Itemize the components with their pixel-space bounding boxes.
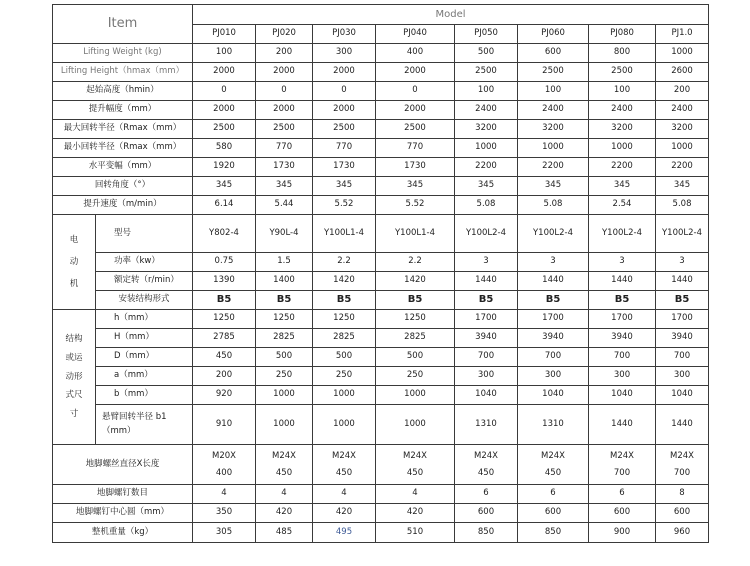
cell: 5.08 bbox=[455, 196, 518, 215]
cell: 1920 bbox=[193, 158, 256, 177]
cell: 100 bbox=[589, 82, 656, 101]
cell: M24X 450 bbox=[313, 445, 376, 485]
cell: 2600 bbox=[656, 63, 709, 82]
cell: 5.52 bbox=[313, 196, 376, 215]
cell: 420 bbox=[313, 504, 376, 523]
cell: 2200 bbox=[589, 158, 656, 177]
table-row bbox=[53, 253, 709, 272]
cell: 700 bbox=[656, 348, 709, 367]
cell: 960 bbox=[656, 523, 709, 543]
cell: 1000 bbox=[455, 139, 518, 158]
row-label: 悬臂回转半径 b1（mm） bbox=[96, 405, 193, 445]
cell: 5.08 bbox=[656, 196, 709, 215]
cell: 2.2 bbox=[313, 253, 376, 272]
cell: 0.75 bbox=[193, 253, 256, 272]
cell: 1420 bbox=[313, 272, 376, 291]
table-row bbox=[53, 272, 709, 291]
cell: 3940 bbox=[589, 329, 656, 348]
cell: 600 bbox=[518, 504, 589, 523]
cell: 2400 bbox=[455, 101, 518, 120]
cell: 1040 bbox=[589, 386, 656, 405]
cell: 250 bbox=[256, 367, 313, 386]
cell: 850 bbox=[455, 523, 518, 543]
cell: Y100L2-4 bbox=[589, 215, 656, 253]
cell: 1000 bbox=[376, 405, 455, 445]
cell: 1000 bbox=[313, 405, 376, 445]
cell: 2000 bbox=[256, 63, 313, 82]
cell: 910 bbox=[193, 405, 256, 445]
cell: Y100L1-4 bbox=[313, 215, 376, 253]
cell: 3200 bbox=[518, 120, 589, 139]
cell: Y100L2-4 bbox=[656, 215, 709, 253]
cell: 305 bbox=[193, 523, 256, 543]
cell: 2.2 bbox=[376, 253, 455, 272]
cell: 1000 bbox=[518, 139, 589, 158]
spec-table bbox=[52, 4, 709, 543]
cell: 1440 bbox=[518, 272, 589, 291]
cell: 400 bbox=[376, 44, 455, 63]
row-label: 最小回转半径（Rmax（mm） bbox=[53, 139, 193, 158]
cell: 1440 bbox=[589, 405, 656, 445]
row-label: 地脚螺钉中心圆（mm） bbox=[53, 504, 193, 523]
row-label: Lifting Weight (kg) bbox=[53, 44, 193, 63]
cell: 1730 bbox=[256, 158, 313, 177]
cell: M20X 400 bbox=[193, 445, 256, 485]
cell: 800 bbox=[589, 44, 656, 63]
model-name: PJ1.0 bbox=[656, 25, 709, 44]
model-header: Model bbox=[193, 5, 709, 25]
cell: 700 bbox=[518, 348, 589, 367]
cell: 6 bbox=[455, 485, 518, 504]
cell: 1440 bbox=[656, 272, 709, 291]
cell: 1000 bbox=[376, 386, 455, 405]
cell: 1400 bbox=[256, 272, 313, 291]
cell: M24X 450 bbox=[455, 445, 518, 485]
row-label: b（mm） bbox=[96, 386, 193, 405]
cell: 900 bbox=[589, 523, 656, 543]
cell: 420 bbox=[256, 504, 313, 523]
cell: 200 bbox=[193, 367, 256, 386]
model-name: PJ010 bbox=[193, 25, 256, 44]
table-row bbox=[53, 101, 709, 120]
row-label: 提升幅度（mm） bbox=[53, 101, 193, 120]
row-label: a（mm） bbox=[96, 367, 193, 386]
cell: 4 bbox=[376, 485, 455, 504]
cell: 1700 bbox=[518, 310, 589, 329]
table-row bbox=[53, 120, 709, 139]
cell: 2200 bbox=[455, 158, 518, 177]
cell: 1730 bbox=[376, 158, 455, 177]
cell: 6.14 bbox=[193, 196, 256, 215]
cell: 0 bbox=[376, 82, 455, 101]
cell: 0 bbox=[256, 82, 313, 101]
cell: 2000 bbox=[193, 63, 256, 82]
item-header: Item bbox=[53, 5, 193, 44]
cell: 1250 bbox=[193, 310, 256, 329]
cell: 1040 bbox=[518, 386, 589, 405]
cell: 250 bbox=[313, 367, 376, 386]
cell: 495 bbox=[313, 523, 376, 543]
cell: 1250 bbox=[376, 310, 455, 329]
cell: 3940 bbox=[656, 329, 709, 348]
table-row bbox=[53, 445, 709, 485]
cell: 1310 bbox=[518, 405, 589, 445]
cell: 2000 bbox=[376, 63, 455, 82]
table-row bbox=[53, 177, 709, 196]
cell: 600 bbox=[589, 504, 656, 523]
table-row bbox=[53, 139, 709, 158]
table-row bbox=[53, 291, 709, 310]
cell: 3200 bbox=[656, 120, 709, 139]
cell: 2825 bbox=[256, 329, 313, 348]
table-row bbox=[53, 63, 709, 82]
cell: 5.44 bbox=[256, 196, 313, 215]
cell: 1310 bbox=[455, 405, 518, 445]
cell: 300 bbox=[313, 44, 376, 63]
cell: 2400 bbox=[589, 101, 656, 120]
cell: 700 bbox=[455, 348, 518, 367]
cell: 1440 bbox=[589, 272, 656, 291]
cell: 5.52 bbox=[376, 196, 455, 215]
row-label: 水平变幅（mm） bbox=[53, 158, 193, 177]
cell: M24X 450 bbox=[518, 445, 589, 485]
cell: 2000 bbox=[313, 63, 376, 82]
table-row bbox=[53, 523, 709, 543]
cell: 770 bbox=[256, 139, 313, 158]
model-name: PJ080 bbox=[589, 25, 656, 44]
cell: 600 bbox=[455, 504, 518, 523]
cell: 2000 bbox=[376, 101, 455, 120]
cell: 4 bbox=[256, 485, 313, 504]
cell: 1250 bbox=[256, 310, 313, 329]
cell: 1000 bbox=[256, 386, 313, 405]
cell: 1000 bbox=[656, 139, 709, 158]
cell: 1420 bbox=[376, 272, 455, 291]
cell: 0 bbox=[313, 82, 376, 101]
cell: 2400 bbox=[518, 101, 589, 120]
table-row bbox=[53, 310, 709, 329]
cell: 510 bbox=[376, 523, 455, 543]
cell: 300 bbox=[589, 367, 656, 386]
cell: 200 bbox=[256, 44, 313, 63]
cell: 300 bbox=[656, 367, 709, 386]
cell: 2200 bbox=[518, 158, 589, 177]
cell: 3940 bbox=[455, 329, 518, 348]
table-row bbox=[53, 82, 709, 101]
cell: 100 bbox=[455, 82, 518, 101]
cell: B5 bbox=[455, 291, 518, 310]
cell: 2500 bbox=[455, 63, 518, 82]
cell: 1440 bbox=[656, 405, 709, 445]
table-row bbox=[53, 158, 709, 177]
cell: 3 bbox=[518, 253, 589, 272]
table-row bbox=[53, 405, 709, 445]
cell: Y100L2-4 bbox=[455, 215, 518, 253]
cell: 1440 bbox=[455, 272, 518, 291]
cell: 100 bbox=[518, 82, 589, 101]
cell: B5 bbox=[518, 291, 589, 310]
cell: 2825 bbox=[376, 329, 455, 348]
cell: 770 bbox=[313, 139, 376, 158]
cell: 2500 bbox=[376, 120, 455, 139]
model-name: PJ050 bbox=[455, 25, 518, 44]
cell: 345 bbox=[518, 177, 589, 196]
cell: 2200 bbox=[656, 158, 709, 177]
cell: 3200 bbox=[589, 120, 656, 139]
cell: B5 bbox=[376, 291, 455, 310]
cell: 3 bbox=[589, 253, 656, 272]
cell: 700 bbox=[589, 348, 656, 367]
row-label: 起始高度（hmin） bbox=[53, 82, 193, 101]
row-label: 提升速度（m/min） bbox=[53, 196, 193, 215]
cell: 500 bbox=[455, 44, 518, 63]
cell: 580 bbox=[193, 139, 256, 158]
cell: 2500 bbox=[518, 63, 589, 82]
cell: 500 bbox=[313, 348, 376, 367]
cell: 345 bbox=[256, 177, 313, 196]
table-row bbox=[53, 329, 709, 348]
cell: 2500 bbox=[589, 63, 656, 82]
cell: 345 bbox=[313, 177, 376, 196]
cell: B5 bbox=[313, 291, 376, 310]
row-label: h（mm） bbox=[96, 310, 193, 329]
cell: 2825 bbox=[313, 329, 376, 348]
cell: Y90L-4 bbox=[256, 215, 313, 253]
cell: M24X 700 bbox=[589, 445, 656, 485]
cell: 1000 bbox=[313, 386, 376, 405]
cell: 300 bbox=[455, 367, 518, 386]
cell: 2000 bbox=[313, 101, 376, 120]
cell: 1250 bbox=[313, 310, 376, 329]
cell: Y802-4 bbox=[193, 215, 256, 253]
row-label: 型号 bbox=[96, 215, 193, 253]
cell: 5.08 bbox=[518, 196, 589, 215]
cell: 1700 bbox=[589, 310, 656, 329]
cell: 600 bbox=[656, 504, 709, 523]
cell: 200 bbox=[656, 82, 709, 101]
cell: 3940 bbox=[518, 329, 589, 348]
cell: 2500 bbox=[193, 120, 256, 139]
row-label: Lifting Height（hmax（mm） bbox=[53, 63, 193, 82]
cell: 345 bbox=[455, 177, 518, 196]
cell: B5 bbox=[656, 291, 709, 310]
cell: 8 bbox=[656, 485, 709, 504]
cell: 345 bbox=[193, 177, 256, 196]
row-label: 地脚螺丝直径X长度 bbox=[53, 445, 193, 485]
cell: 1000 bbox=[589, 139, 656, 158]
cell: 420 bbox=[376, 504, 455, 523]
table-row bbox=[53, 485, 709, 504]
cell: 3 bbox=[656, 253, 709, 272]
cell: 2785 bbox=[193, 329, 256, 348]
cell: B5 bbox=[256, 291, 313, 310]
cell: 1730 bbox=[313, 158, 376, 177]
cell: 920 bbox=[193, 386, 256, 405]
table-row bbox=[53, 348, 709, 367]
table-row bbox=[53, 504, 709, 523]
cell: 6 bbox=[518, 485, 589, 504]
row-label: 功率（kw） bbox=[96, 253, 193, 272]
cell: M24X 700 bbox=[656, 445, 709, 485]
cell: 770 bbox=[376, 139, 455, 158]
row-label: 安装结构形式 bbox=[96, 291, 193, 310]
model-name: PJ040 bbox=[376, 25, 455, 44]
table-row bbox=[53, 215, 709, 253]
cell: 6 bbox=[589, 485, 656, 504]
model-name: PJ020 bbox=[256, 25, 313, 44]
cell: 3 bbox=[455, 253, 518, 272]
cell: 4 bbox=[193, 485, 256, 504]
cell: 1040 bbox=[656, 386, 709, 405]
structure-group-label: 结构或运动形式尺寸 bbox=[53, 310, 96, 445]
cell: 100 bbox=[193, 44, 256, 63]
cell: 345 bbox=[656, 177, 709, 196]
cell: 850 bbox=[518, 523, 589, 543]
cell: 2000 bbox=[256, 101, 313, 120]
table-row bbox=[53, 386, 709, 405]
cell: 350 bbox=[193, 504, 256, 523]
table-row bbox=[53, 44, 709, 63]
cell: B5 bbox=[589, 291, 656, 310]
cell: M24X 450 bbox=[376, 445, 455, 485]
table-row bbox=[53, 196, 709, 215]
row-label: H（mm） bbox=[96, 329, 193, 348]
cell: 345 bbox=[589, 177, 656, 196]
cell: Y100L1-4 bbox=[376, 215, 455, 253]
row-label: D（mm） bbox=[96, 348, 193, 367]
motor-group-label: 电动机 bbox=[53, 215, 96, 310]
cell: 3200 bbox=[455, 120, 518, 139]
cell: 1390 bbox=[193, 272, 256, 291]
cell: 0 bbox=[193, 82, 256, 101]
cell: 500 bbox=[256, 348, 313, 367]
table-row bbox=[53, 367, 709, 386]
row-label: 整机重量（kg） bbox=[53, 523, 193, 543]
cell: 1000 bbox=[256, 405, 313, 445]
cell: 345 bbox=[376, 177, 455, 196]
cell: 300 bbox=[518, 367, 589, 386]
cell: 250 bbox=[376, 367, 455, 386]
row-label: 额定转（r/min） bbox=[96, 272, 193, 291]
cell: 485 bbox=[256, 523, 313, 543]
cell: 1700 bbox=[455, 310, 518, 329]
cell: 500 bbox=[376, 348, 455, 367]
cell: M24X 450 bbox=[256, 445, 313, 485]
cell: 1700 bbox=[656, 310, 709, 329]
cell: 2.54 bbox=[589, 196, 656, 215]
cell: 2500 bbox=[256, 120, 313, 139]
cell: 1040 bbox=[455, 386, 518, 405]
model-name: PJ030 bbox=[313, 25, 376, 44]
cell: 1000 bbox=[656, 44, 709, 63]
cell: 2500 bbox=[313, 120, 376, 139]
cell: B5 bbox=[193, 291, 256, 310]
model-name: PJ060 bbox=[518, 25, 589, 44]
cell: 600 bbox=[518, 44, 589, 63]
cell: Y100L2-4 bbox=[518, 215, 589, 253]
row-label: 最大回转半径（Rmax（mm） bbox=[53, 120, 193, 139]
cell: 2400 bbox=[656, 101, 709, 120]
cell: 450 bbox=[193, 348, 256, 367]
cell: 2000 bbox=[193, 101, 256, 120]
row-label: 地脚螺钉数目 bbox=[53, 485, 193, 504]
row-label: 回转角度（°） bbox=[53, 177, 193, 196]
cell: 1.5 bbox=[256, 253, 313, 272]
cell: 4 bbox=[313, 485, 376, 504]
